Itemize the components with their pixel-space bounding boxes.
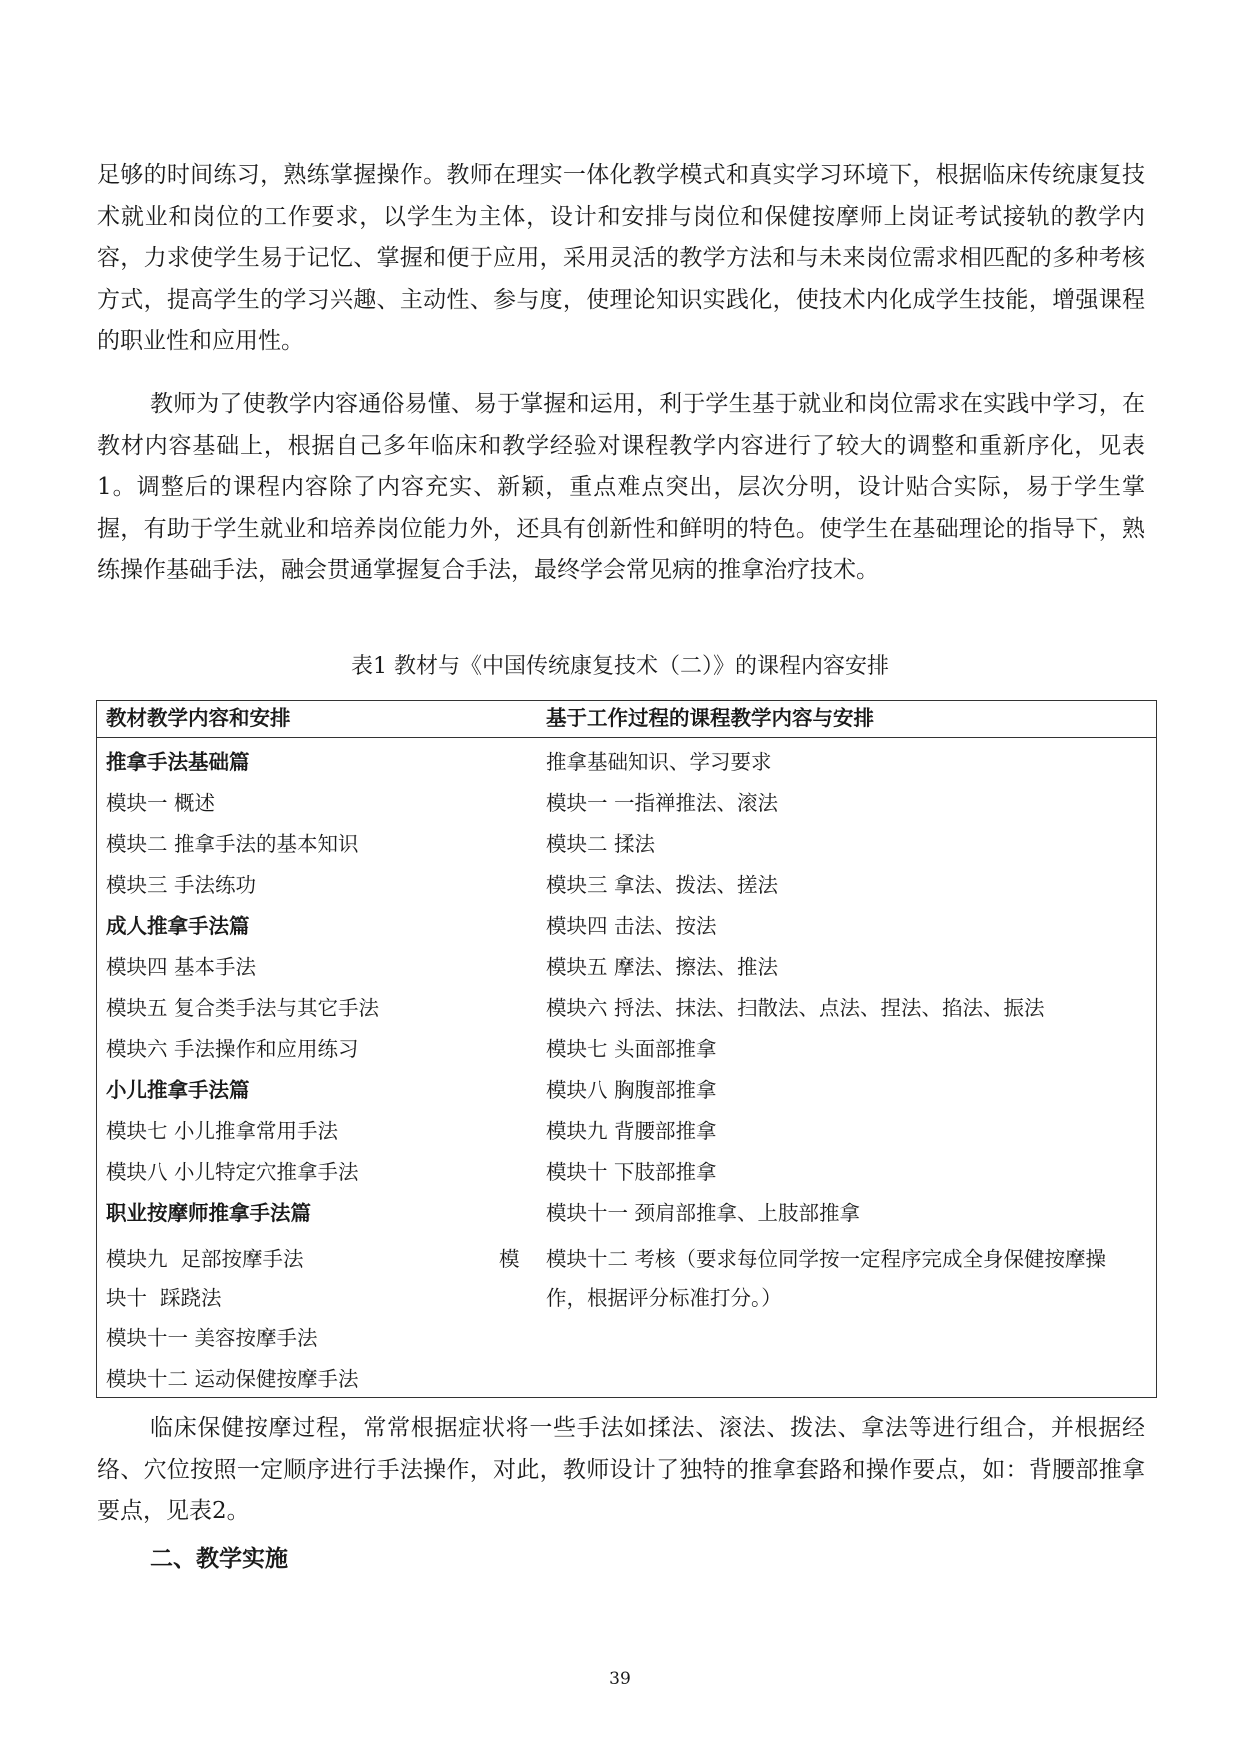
- table-row: [96, 1359, 1157, 1400]
- table-cell: 模块八 小儿特定穴推拿手法: [106, 1160, 359, 1184]
- table-cell: 模块十 下肢部推拿: [546, 1160, 717, 1184]
- table-row: [96, 824, 1157, 865]
- table-cell: 模块十一 颈肩部推拿、上肢部推拿: [546, 1201, 861, 1225]
- section-title: 小儿推拿手法篇: [106, 1078, 250, 1102]
- section-title: 成人推拿手法篇: [106, 914, 250, 938]
- table-cell: 模块十二 运动保健按摩手法: [106, 1367, 359, 1391]
- table-row: [96, 1152, 1157, 1193]
- table-cell: 模块九 足部按摩手法 模块十 踩跷法: [106, 1247, 520, 1310]
- table-cell: 推拿基础知识、学习要求: [546, 750, 772, 774]
- header-work-process: 基于工作过程的课程教学内容与安排: [536, 700, 1157, 738]
- table-row: [96, 1070, 1157, 1111]
- table-row: [96, 1029, 1157, 1070]
- header-textbook: 教材教学内容和安排: [96, 700, 536, 738]
- table-cell: 模块六 手法操作和应用练习: [106, 1037, 359, 1061]
- table-cell: 模块十一 美容按摩手法: [106, 1326, 318, 1350]
- table-cell: 模块七 小儿推拿常用手法: [106, 1119, 339, 1143]
- table-cell: 模块七 头面部推拿: [546, 1037, 717, 1061]
- table-row: [96, 947, 1157, 988]
- course-content-table: [96, 700, 1157, 1400]
- table-cell: 模块五 摩法、擦法、推法: [546, 955, 779, 979]
- table-cell: 模块三 拿法、拨法、搓法: [546, 873, 779, 897]
- paragraph-3: 临床保健按摩过程，常常根据症状将一些手法如揉法、滚法、拨法、拿法等进行组合，并根据经络、穴位按照一定顺序进行手法操作，对此，教师设计了独特的推拿套路和操作要点，如：背腰部推拿要点，见表2。: [97, 1415, 1145, 1524]
- table-row: [96, 988, 1157, 1029]
- table-row: [96, 865, 1157, 906]
- section-title: 职业按摩师推拿手法篇: [106, 1201, 311, 1225]
- table-row: [96, 783, 1157, 824]
- table-cell: 模块一 一指禅推法、滚法: [546, 791, 779, 815]
- table-header-row: [96, 700, 1157, 738]
- table-cell: 模块五 复合类手法与其它手法: [106, 996, 380, 1020]
- page-number: 39: [609, 1669, 631, 1689]
- section-heading: 二、教学实施: [150, 1546, 288, 1572]
- table-row: [96, 1193, 1157, 1234]
- table-cell: [536, 1359, 1157, 1400]
- table-row: [96, 906, 1157, 947]
- table-cell: 模块四 击法、按法: [546, 914, 717, 938]
- paragraph-1: 足够的时间练习，熟练掌握操作。教师在理实一体化教学模式和真实学习环境下，根据临床传统康复技术就业和岗位的工作要求，以学生为主体，设计和安排与岗位和保健按摩师上岗证考试接轨的教学内容，力求使学生易于记忆、掌握和便于应用，采用灵活的教学方法和与未来岗位需求相匹配的多种考核方式，提高学生的学习兴趣、主动性、参与度，使理论知识实践化，使技术内化成学生技能，增强课程的职业性和应用性。: [97, 162, 1145, 354]
- table-row: [96, 738, 1157, 784]
- paragraph-2: 教师为了使教学内容通俗易懂、易于掌握和运用，利于学生基于就业和岗位需求在实践中学习，在教材内容基础上，根据自己多年临床和教学经验对课程教学内容进行了较大的调整和重新序化，见表1。调整后的课程内容除了内容充实、新颖，重点难点突出，层次分明，设计贴合实际，易于学生掌握，有助于学生就业和培养岗位能力外，还具有创新性和鲜明的特色。使学生在基础理论的指导下，熟练操作基础手法，融会贯通掌握复合手法，最终学会常见病的推拿治疗技术。: [97, 391, 1145, 583]
- table-row: [96, 1111, 1157, 1152]
- table-cell: 模块二 推拿手法的基本知识: [106, 832, 359, 856]
- table-cell: 模块一 概述: [106, 791, 216, 815]
- table-cell: 模块四 基本手法: [106, 955, 257, 979]
- table-row: [96, 1318, 1157, 1359]
- table-cell: 模块八 胸腹部推拿: [546, 1078, 717, 1102]
- table-row: [96, 1234, 1157, 1318]
- table-cell: 模块二 揉法: [546, 832, 656, 856]
- table-cell: 模块六 捋法、抹法、扫散法、点法、捏法、掐法、振法: [546, 996, 1045, 1020]
- table-cell: 模块九 背腰部推拿: [546, 1119, 717, 1143]
- table-cell: 模块十二 考核（要求每位同学按一定程序完成全身保健按摩操作，根据评分标准打分。）: [546, 1247, 1107, 1310]
- table-caption: 表1 教材与《中国传统康复技术（二）》的课程内容安排: [351, 654, 889, 679]
- table-cell: [536, 1318, 1157, 1359]
- section-title: 推拿手法基础篇: [106, 750, 250, 774]
- table-cell: 模块三 手法练功: [106, 873, 257, 897]
